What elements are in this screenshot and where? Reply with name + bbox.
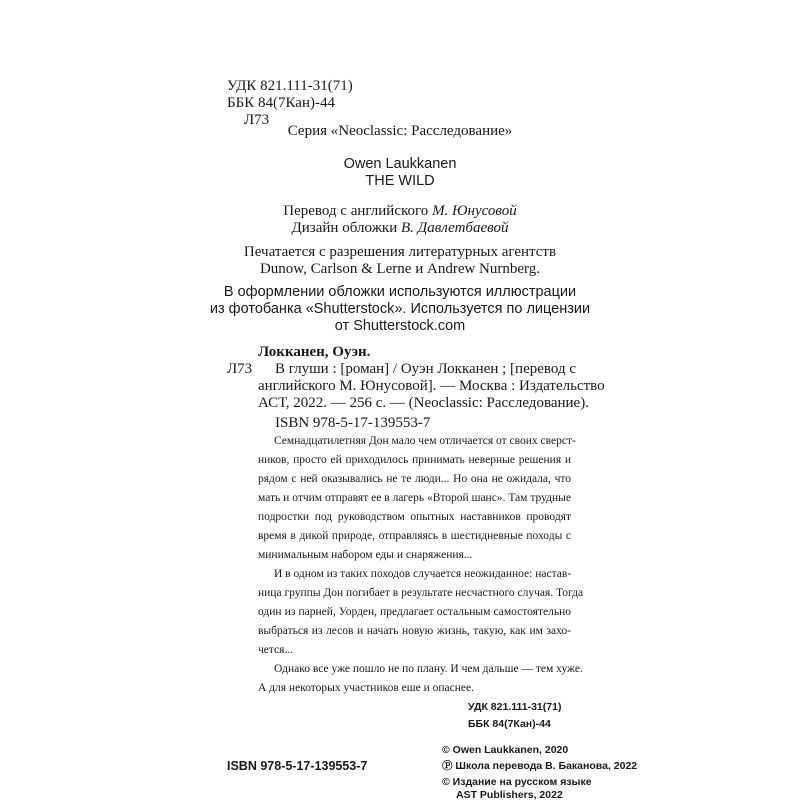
copyright-line — [442, 758, 637, 774]
phonogram-symbol: Ⓟ — [442, 760, 453, 772]
translation-label: Перевод с английского — [283, 203, 429, 219]
illustrations-line-3: от Shutterstock.com — [334, 318, 466, 334]
annotation-p1-line: время в дикой природе, отправляясь в шестидневные походы с — [258, 530, 571, 542]
bbk-code-top: ББК 84(7Кан)-44 — [227, 95, 335, 111]
annotation-p2-line: один из парней, Уорден, предлагает остальным самостоятельно — [258, 606, 571, 618]
annotation-p2-line: выбраться из лесов и начать новую жизнь, такую, как им захо- — [258, 625, 571, 637]
copyright-text: Издание на русском языке — [452, 776, 592, 788]
bbk-code-bottom: ББК 84(7Кан)-44 — [468, 718, 551, 730]
illustrations-line-2: из фотобанка «Shutterstock». Используется по лицензии — [209, 301, 591, 317]
catalog-line-3: АСТ, 2022. — 256 с. — (Neoclassic: Расследование). — [258, 395, 589, 411]
annotation-p3-line: Однако все уже пошло не по плану. И чем дальше — тем хуже. — [274, 663, 583, 675]
copyright-symbol: © — [442, 776, 450, 788]
copyright-line — [456, 790, 563, 800]
permission-line-2: Dunow, Carlson & Lerne и Andrew Nurnberg. — [259, 261, 541, 277]
annotation-p2-line: чется... — [258, 644, 294, 656]
original-title: THE WILD — [365, 173, 435, 189]
copyright-text: Owen Laukkanen, 2020 — [452, 744, 569, 756]
udk-code-top: УДК 821.111-31(71) — [227, 78, 353, 94]
cover-credit — [200, 219, 600, 237]
catalog-line-1: В глуши : [роман] / Оуэн Локканен ; [перевод с — [275, 361, 576, 377]
copyright-symbol: © — [442, 744, 450, 756]
copyright-text: Школа перевода В. Баканова, 2022 — [455, 760, 638, 772]
annotation-p1-line: ников, просто ей приходилось принимать неверные решения и — [258, 454, 571, 466]
catalog-author-mark: Л73 — [227, 361, 253, 377]
cover-designer-name: В. Давлетбаевой — [401, 220, 509, 236]
original-author: Owen Laukkanen — [343, 156, 457, 172]
copyright-line — [442, 742, 568, 758]
annotation-p1-line: минимальным набором еды и снаряжения... — [258, 549, 473, 561]
copyright-text: AST Publishers, 2022 — [456, 789, 563, 801]
series-line: Серия «Neoclassic: Расследование» — [287, 123, 513, 139]
catalog-line-2: английского М. Юнусовой]. — Москва : Издательство — [258, 378, 605, 394]
isbn-bottom: ISBN 978-5-17-139553-7 — [227, 759, 368, 773]
catalog-heading: Локканен, Оуэн. — [258, 344, 371, 360]
translation-credit — [200, 202, 600, 220]
author-mark-top: Л73 — [244, 112, 270, 128]
udk-code-bottom: УДК 821.111-31(71) — [468, 701, 562, 713]
annotation-p3-line: А для некоторых участников еше и опаснее. — [258, 682, 474, 694]
annotation-p1-line: Семнадцатилетняя Дон мало чем отличается от своих сверст- — [274, 435, 576, 447]
permission-line-1: Печатается с разрешения литературных агентств — [243, 244, 557, 260]
translator-name: М. Юнусовой — [432, 203, 517, 219]
annotation-p1-line: мать и отчим отправят ее в лагерь «Второй шанс». Там трудные — [258, 492, 571, 504]
cover-label: Дизайн обложки — [291, 220, 398, 236]
copyright-line — [442, 774, 592, 790]
annotation-p2-line: ница группы Дон погибает в результате несчастного случая. Тогда — [258, 587, 584, 599]
annotation-p1-line: подростки под руководством опытных наставников проводят — [258, 511, 571, 523]
illustrations-line-1: В оформлении обложки используются иллюстрации — [223, 284, 577, 300]
annotation-p2-line: И в одном из таких походов случается неожиданное: настав- — [274, 568, 572, 580]
catalog-isbn: ISBN 978-5-17-139553-7 — [275, 415, 431, 431]
annotation-p1-line: рядом с ней оказывались не те люди... Но она не ожидала, что — [258, 473, 571, 485]
